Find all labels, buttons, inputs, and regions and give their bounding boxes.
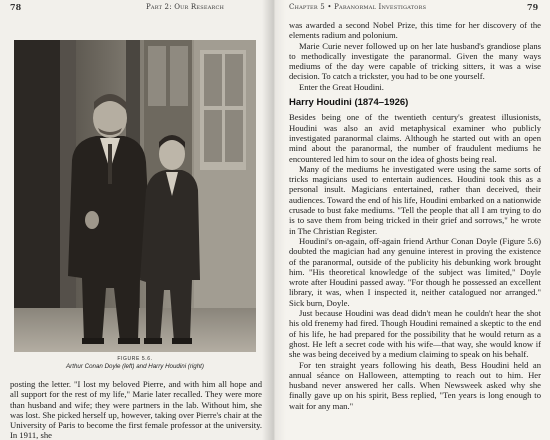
paragraph: posting the letter. "I lost my beloved Pierre, and with him all hope and all support for the rest of my life," Marie later recalled. They were more than husband and wife; they were partners in the lab. Without him, she was lost. She picked herself up, however, taking over Pierre's chair at the University of Paris to become the first female professor at the university. In 1911, she: [10, 379, 262, 440]
right-running-head: Chapter 5 • Paranormal Investigators: [289, 3, 427, 11]
paragraph: Houdini's on-again, off-again friend Arthur Conan Doyle (Figure 5.6) doubted the magician had any genuine interest in proving the existence of the paranormal, outside of the publicity his debunking work brought him. "His theoretical knowledge of the subject was limited," Doyle wrote after Houdini passed away. "For though he possessed an excellent library, it was, when I inspected it, neither catalogued nor arranged." Sick burn, Doyle.: [289, 235, 541, 308]
left-running-head: Part 2: Our Research: [146, 3, 225, 11]
paragraph: Just because Houdini was dead didn't mean he couldn't hear the shot his old frenemy had fired. Though Houdini remained a skeptic to the end of his life, he had prepared for the possibility that he would return as a ghost. He left a secret code with his wife—that way, she would know if she was being deceived by a medium claiming to speak on his behalf.: [289, 308, 541, 360]
right-body-text: [289, 20, 541, 411]
paragraph: Marie Curie never followed up on her late husband's grandiose plans to methodically investigate the paranormal. Given the many ways mediums of the day were capable of tricking sitters, it was a wise decision. To catch a trickster, you had to be one yourself.: [289, 40, 541, 82]
left-page: [0, 0, 274, 440]
right-page-number: 79: [527, 2, 539, 12]
left-body-text: [10, 379, 262, 440]
left-page-number: 78: [10, 2, 22, 12]
figure-caption: Arthur Conan Doyle (left) and Harry Houdini (right): [66, 363, 204, 370]
photo-conan-doyle-and-houdini: [14, 40, 256, 352]
figure-photo: [14, 40, 256, 352]
section-heading: Harry Houdini (1874–1926): [289, 97, 409, 109]
paragraph: Enter the Great Houdini.: [299, 81, 384, 92]
right-page: [274, 0, 550, 440]
figure-label: FIGURE 5.6.: [117, 356, 153, 362]
paragraph: Besides being one of the twentieth century's greatest illusionists, Houdini was also an avid metaphysical examiner who publicly investigated paranormal claims. Although he started out with an open mind about the paranormal, the number of fraudulent mediums he encountered led him to sour on the idea of ghosts being real.: [289, 112, 541, 164]
paragraph: was awarded a second Nobel Prize, this time for her discovery of the elements radium and polonium.: [289, 20, 541, 41]
paragraph: Many of the mediums he investigated were using the same sorts of tricks magicians used to entertain audiences. Houdini took this as a personal insult. Magicians entertained, rather than deceived, their audiences. Toward the end of his life, Houdini embarked on a nationwide crusade to bust fake mediums. "Tell the people that all I am trying to do is to save them from being tricked in their grief and sorrows," he wrote in The Christian Register.: [289, 163, 541, 236]
paragraph: For ten straight years following his death, Bess Houdini held an annual séance on Halloween, attempting to reach out to him. Her husband never answered her calls. When Newsweek asked why she finally gave up on his spirit, Bess replied, "Ten years is long enough to wait for any man.": [289, 359, 541, 411]
book-gutter-shadow: [262, 0, 286, 440]
